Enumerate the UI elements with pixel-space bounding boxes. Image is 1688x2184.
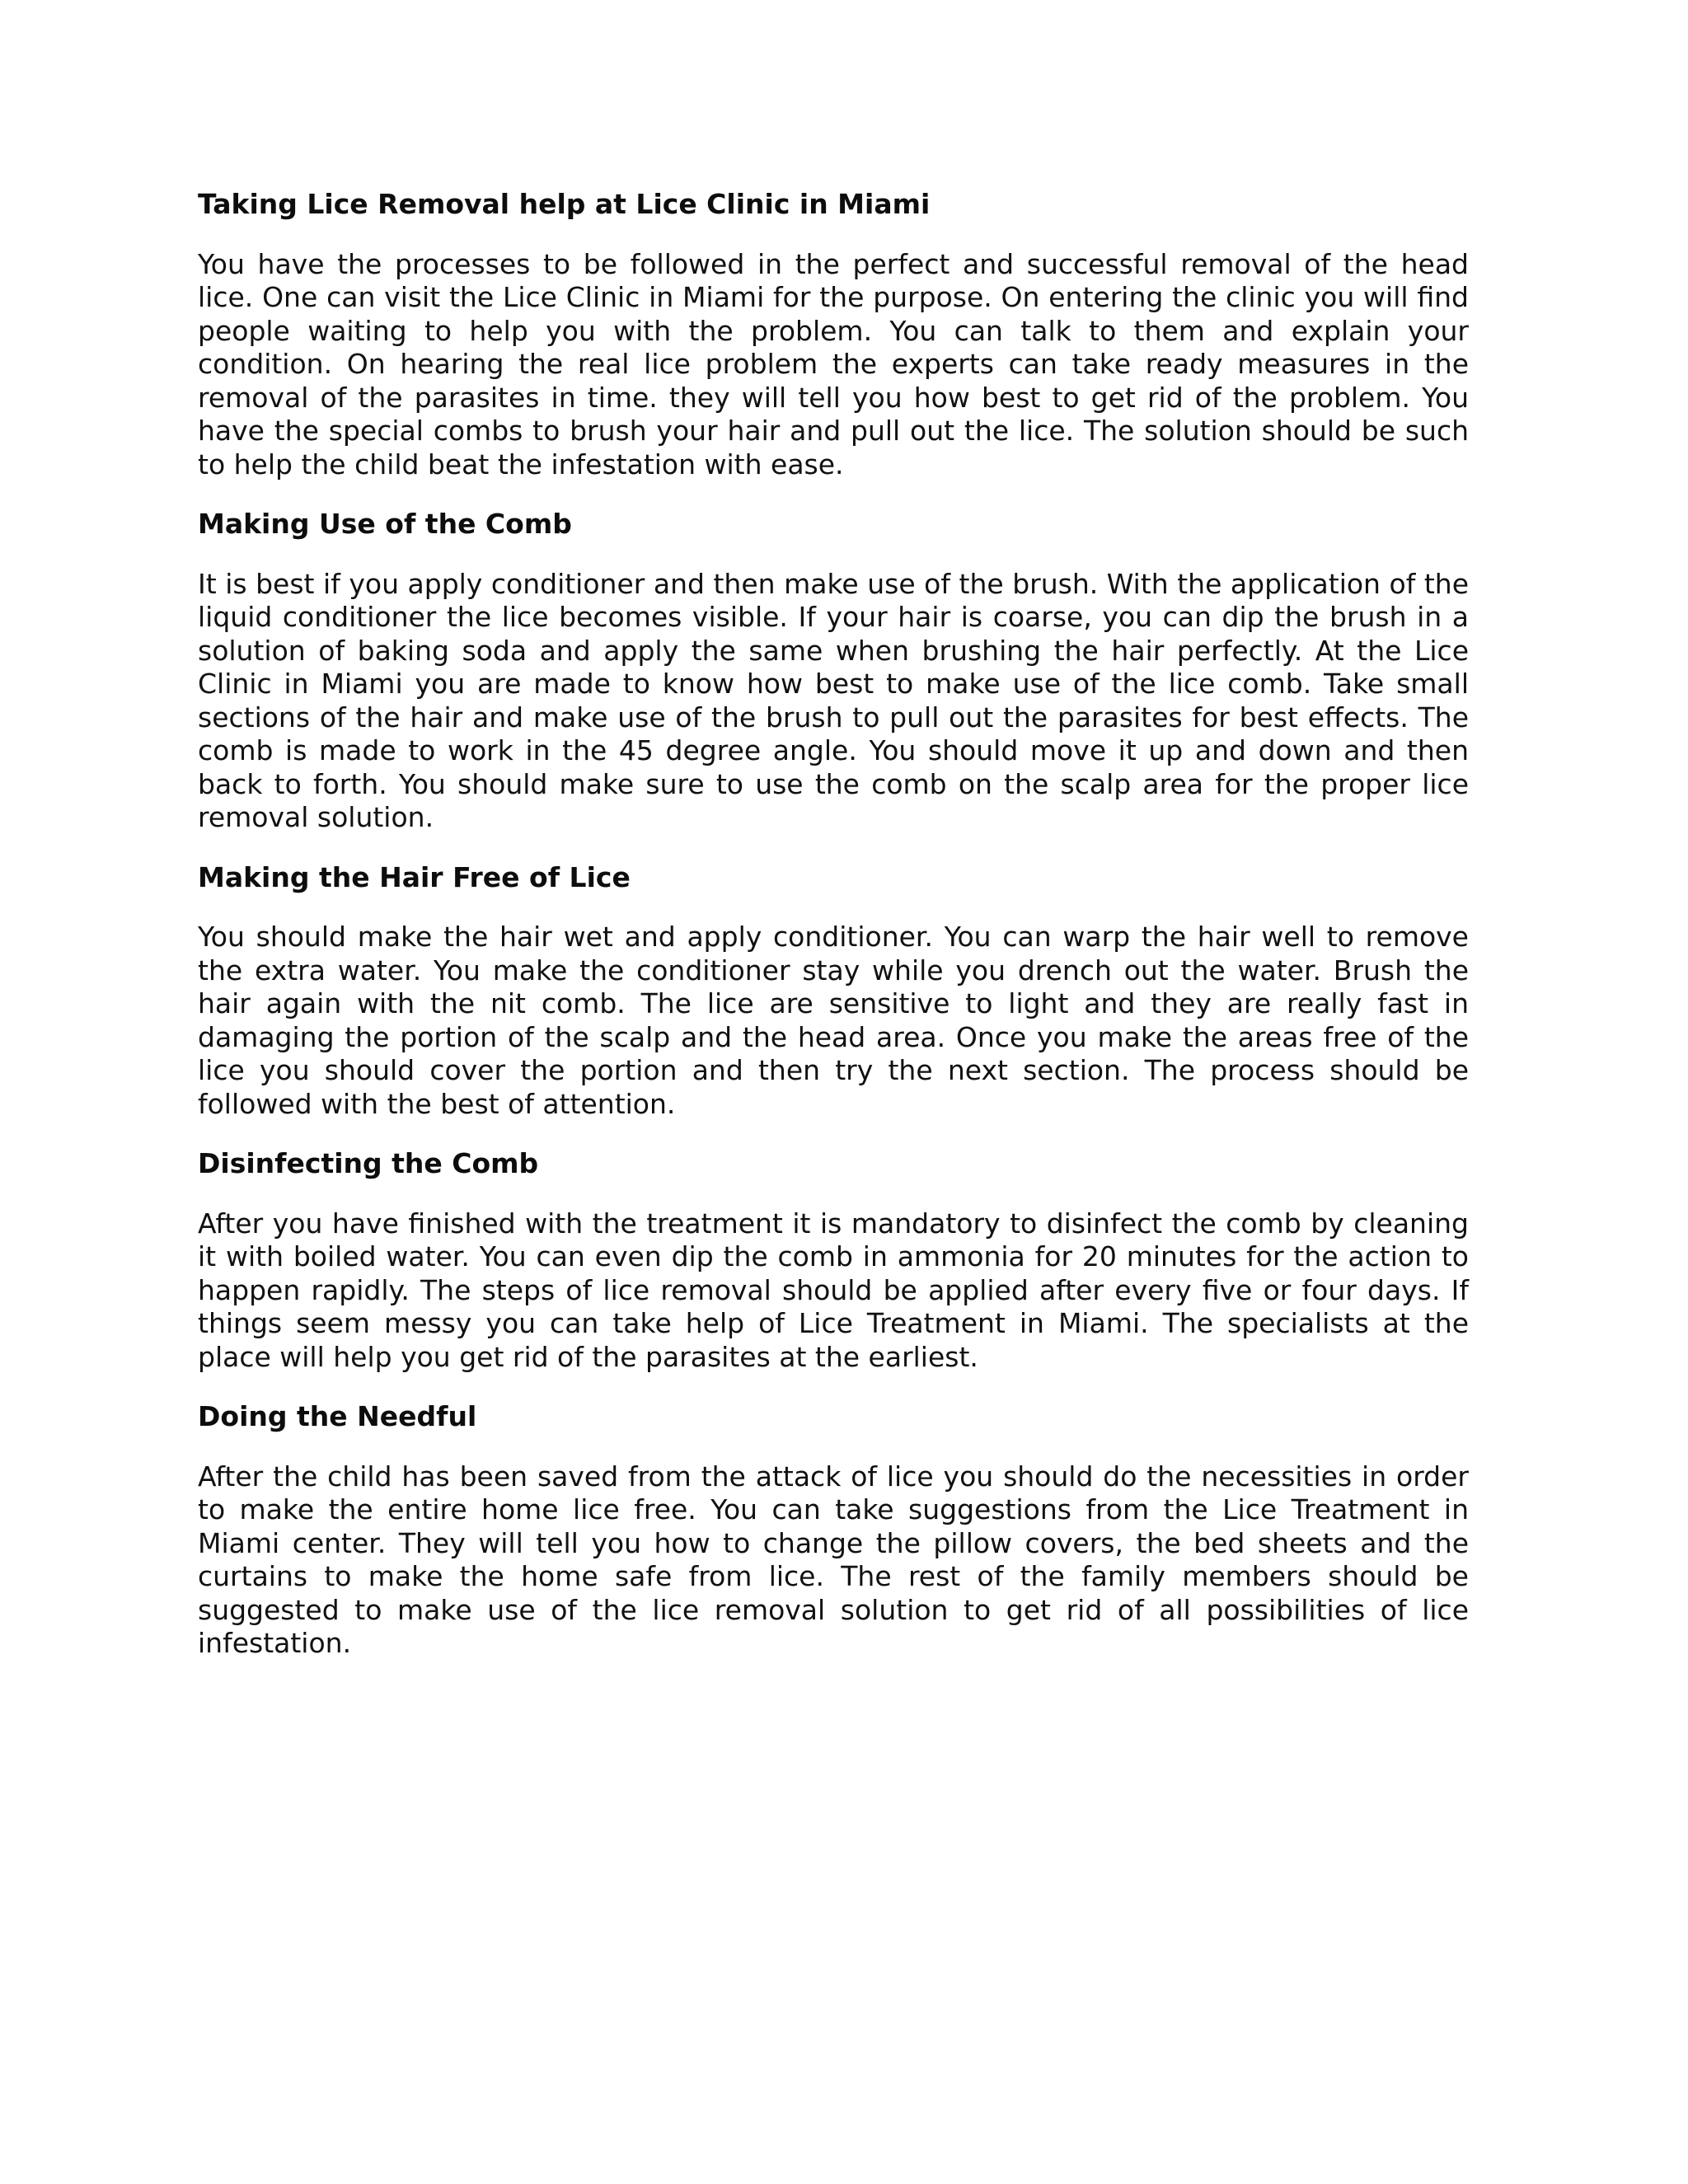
- section-body-disinfecting: After you have finished with the treatment it is mandatory to disinfect the comb by cleaning it with boiled water. You can even dip the comb in ammonia for 20 minutes for the action to happen rapidly. The steps of lice removal should be applied after every five or four days. If things seem messy you can take help of Lice Treatment in Miami. The specialists at the place will help you get rid of the parasites at the earliest.: [198, 1207, 1469, 1373]
- section-body-comb-use: It is best if you apply conditioner and then make use of the brush. With the application of the liquid conditioner the lice becomes visible. If your hair is coarse, you can dip the brush in a solution of baking soda and apply the same when brushing the hair perfectly. At the Lice Clinic in Miami you are made to know how best to make use of the lice comb. Take small sections of the hair and make use of the brush to pull out the parasites for best effects. The comb is made to work in the 45 degree angle. You should move it up and down and then back to forth. You should make sure to use the comb on the scalp area for the proper lice removal solution.: [198, 567, 1469, 833]
- document-title: Taking Lice Removal help at Lice Clinic in Miami: [198, 188, 931, 220]
- document-page: [198, 188, 1469, 1687]
- intro-paragraph: You have the processes to be followed in the perfect and successful removal of the head lice. One can visit the Lice Clinic in Miami for the purpose. On entering the clinic you will find people waiting to help you with the problem. You can talk to them and explain your condition. On hearing the real lice problem the experts can take ready measures in the removal of the parasites in time. they will tell you how best to get rid of the problem. You have the special combs to brush your hair and pull out the lice. The solution should be such to help the child beat the infestation with ease.: [198, 247, 1469, 480]
- section-heading-hair-free: Making the Hair Free of Lice: [198, 860, 631, 893]
- section-body-hair-free: You should make the hair wet and apply conditioner. You can warp the hair well to remove the extra water. You make the conditioner stay while you drench out the water. Brush the hair again with the nit comb. The lice are sensitive to light and they are really fast in damaging the portion of the scalp and the head area. Once you make the areas free of the lice you should cover the portion and then try the next section. The process should be followed with the best of attention.: [198, 921, 1469, 1120]
- section-heading-needful: Doing the Needful: [198, 1400, 477, 1432]
- section-body-needful: After the child has been saved from the attack of lice you should do the necessities in order to make the entire home lice free. You can take suggestions from the Lice Treatment in Miami center. They will tell you how to change the pillow covers, the bed sheets and the curtains to make the home safe from lice. The rest of the family members should be suggested to make use of the lice removal solution to get rid of all possibilities of lice infestation.: [198, 1460, 1469, 1659]
- section-heading-comb-use: Making Use of the Comb: [198, 508, 572, 540]
- section-heading-disinfecting: Disinfecting the Comb: [198, 1147, 539, 1179]
